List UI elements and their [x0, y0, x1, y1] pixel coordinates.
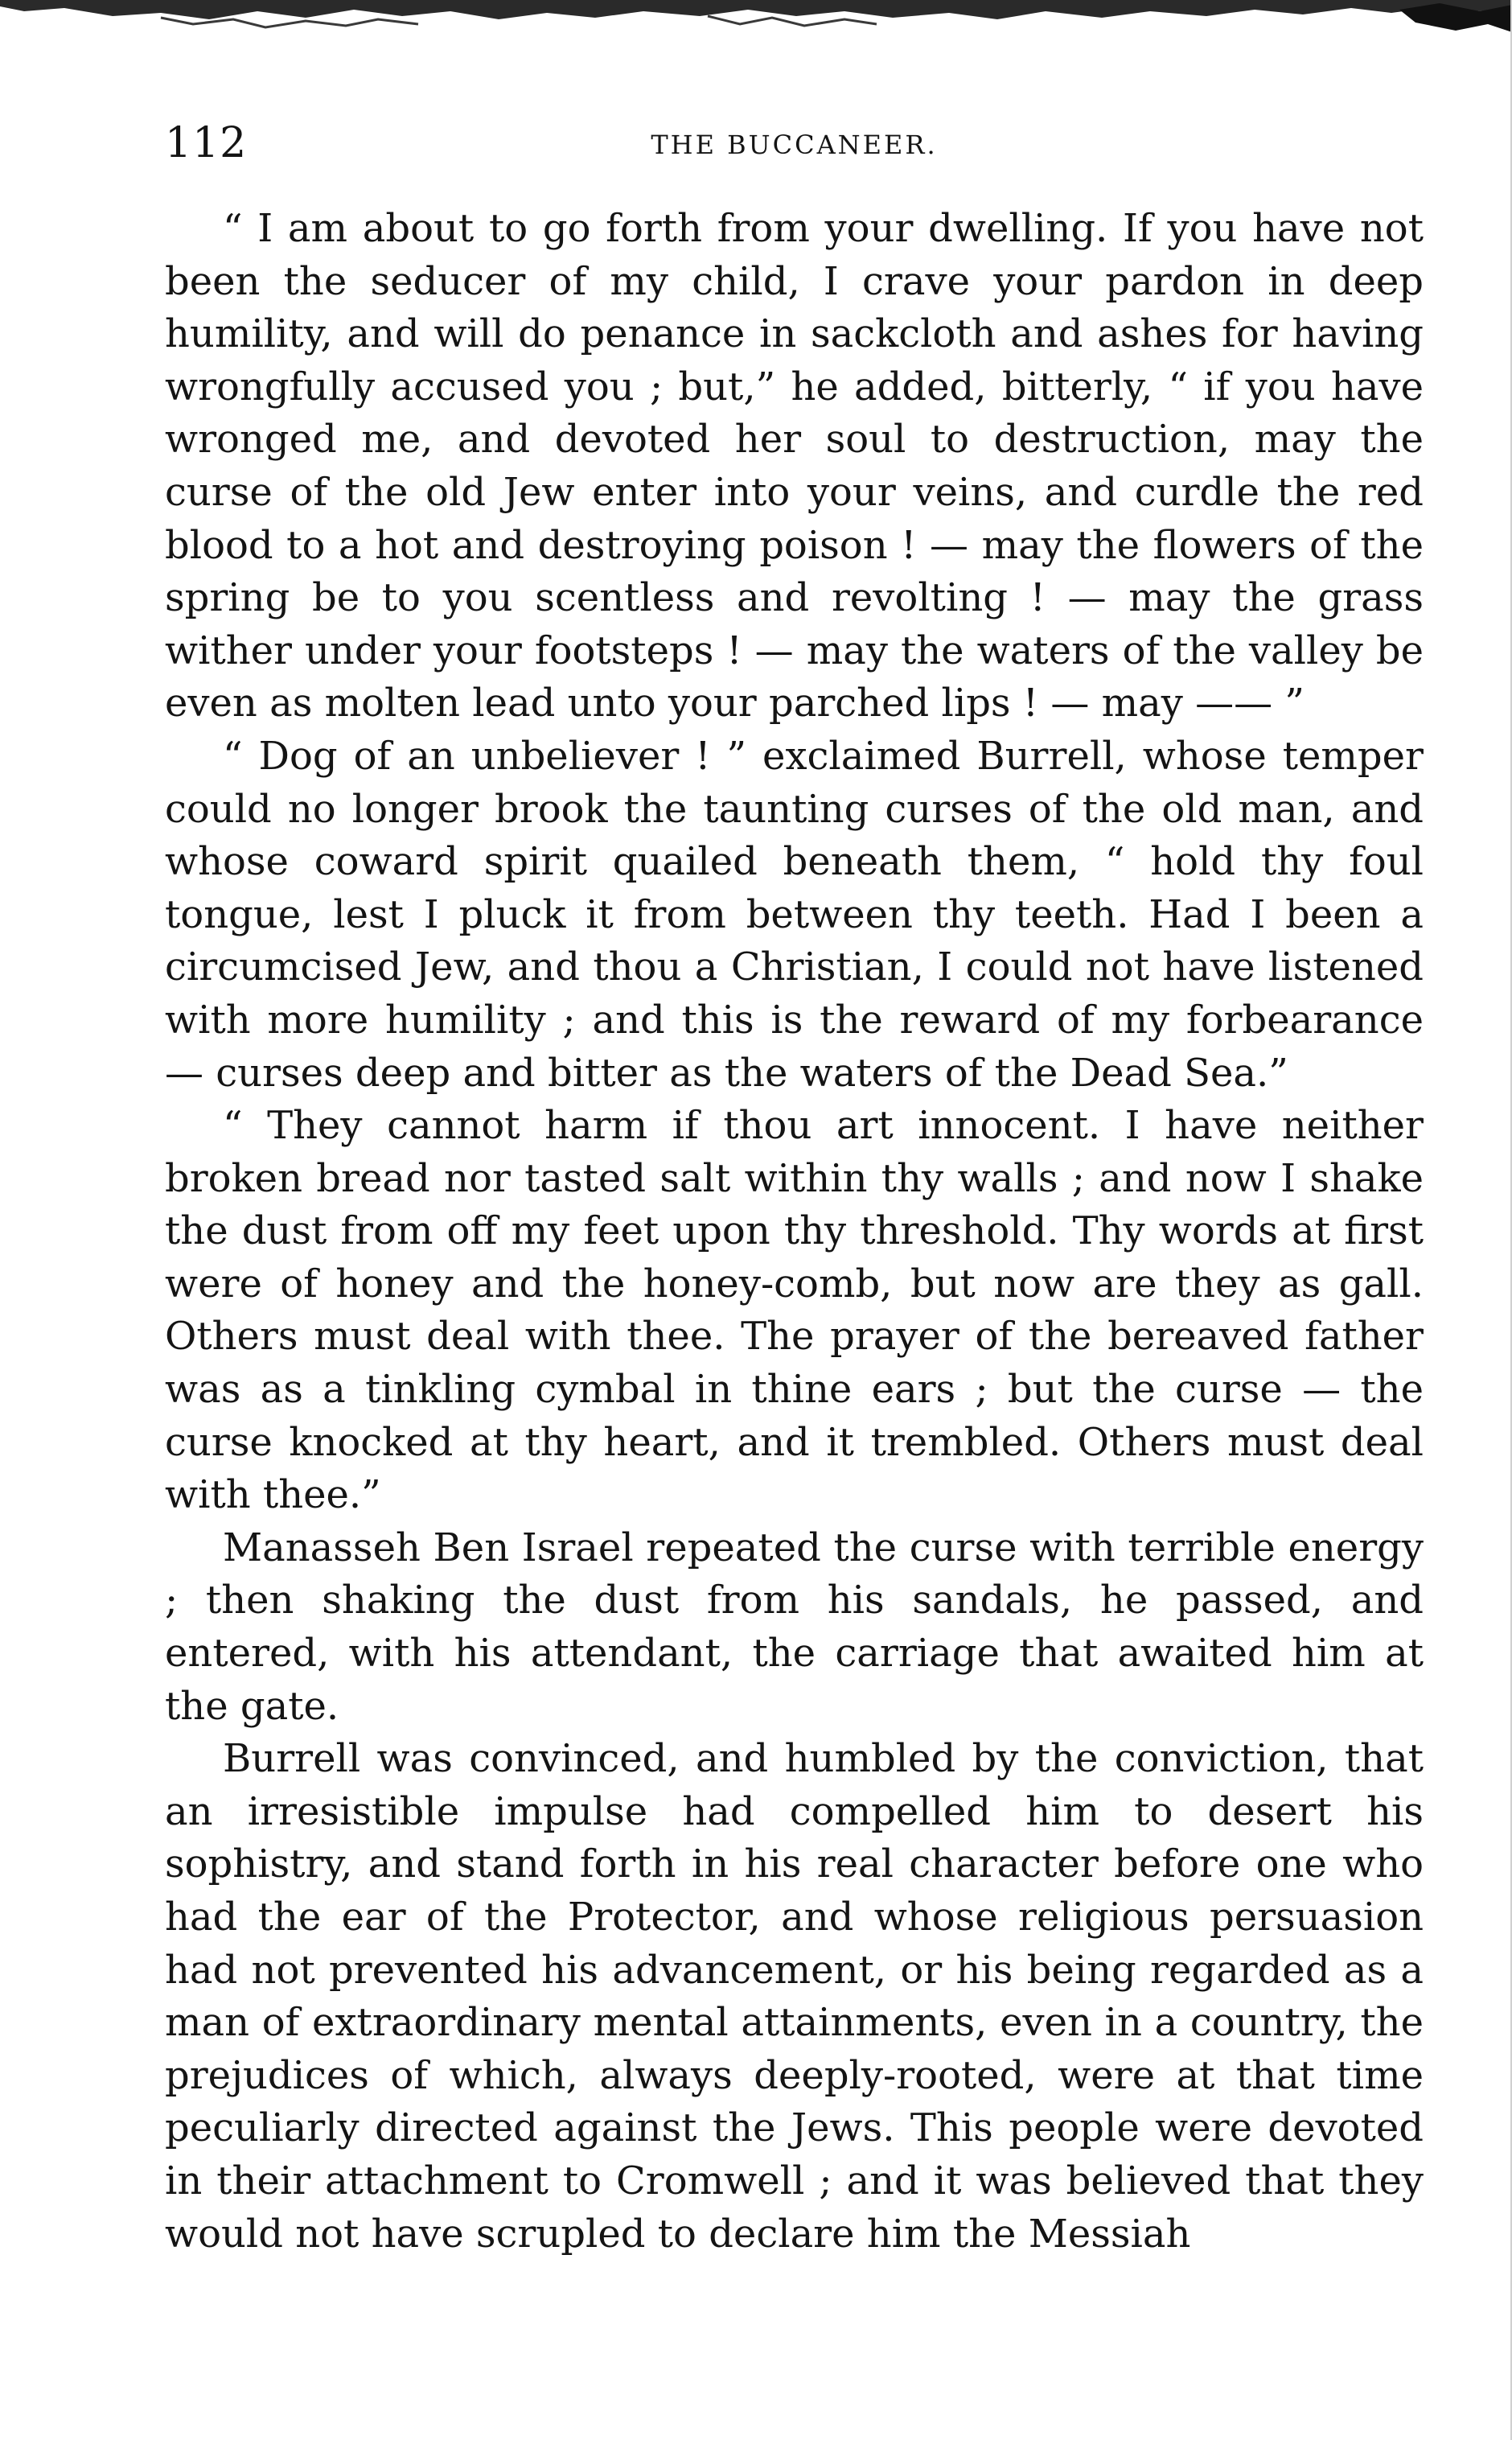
- paragraph: Burrell was convinced, and humbled by the conviction, that an irresistible impulse had compelled him to desert his sophistry, and stand forth in his real character before one who had the ear of the Protector, and whose religious persuasion had not prevented his advancement, or his being regarded as a man of extraordinary mental attainments, even in a country, the prejudices of which, always deeply-rooted, were at that time peculiarly directed against the Jews. This people were devoted in their attachment to Cromwell ; and it was believed that they would not have scrupled to declare him the Messiah: [165, 1736, 1424, 2257]
- body-text: [165, 203, 1424, 2261]
- torn-edge-decoration: [0, 0, 1512, 39]
- page-number: 112: [165, 119, 248, 167]
- paragraph: “ Dog of an unbeliever ! ” exclaimed Burrell, whose temper could no longer brook the taunting curses of the old man, and whose coward spirit quailed beneath them, “ hold thy foul tongue, lest I pluck it from between thy teeth. Had I been a circumcised Jew, and thou a Christian, I could not have listened with more humility ; and this is the reward of my forbearance — curses deep and bitter as the waters of the Dead Sea.”: [165, 733, 1424, 1096]
- page-header: [165, 119, 1424, 175]
- paragraph: “ I am about to go forth from your dwelling. If you have not been the seducer of my child, I crave your pardon in deep humility, and will do penance in sackcloth and ashes for having wrongfully accused you ; but,” he added, bitterly, “ if you have wronged me, and devoted her soul to destruction, may the curse of the old Jew enter into your veins, and curdle the red blood to a hot and destroying poison ! — may the flowers of the spring be to you scentless and revolting ! — may the grass wither under your footsteps ! — may the waters of the valley be even as molten lead unto your parched lips ! — may —— ”: [165, 206, 1424, 726]
- running-title: THE BUCCANEER.: [651, 130, 938, 160]
- torn-top-edge: [0, 0, 1512, 39]
- paragraph: “ They cannot harm if thou art innocent. I have neither broken bread nor tasted salt within thy walls ; and now I shake the dust from off my feet upon thy threshold. Thy words at first were of honey and the honey-comb, but now are they as gall. Others must deal with thee. The prayer of the bereaved father was as a tinkling cymbal in thine ears ; but the curse — the curse knocked at thy heart, and it trembled. Others must deal with thee.”: [165, 1103, 1424, 1518]
- paragraph: Manasseh Ben Israel repeated the curse with terrible energy ; then shaking the dust from his sandals, he passed, and entered, with his attendant, the carriage that awaited him at the gate.: [165, 1524, 1424, 1729]
